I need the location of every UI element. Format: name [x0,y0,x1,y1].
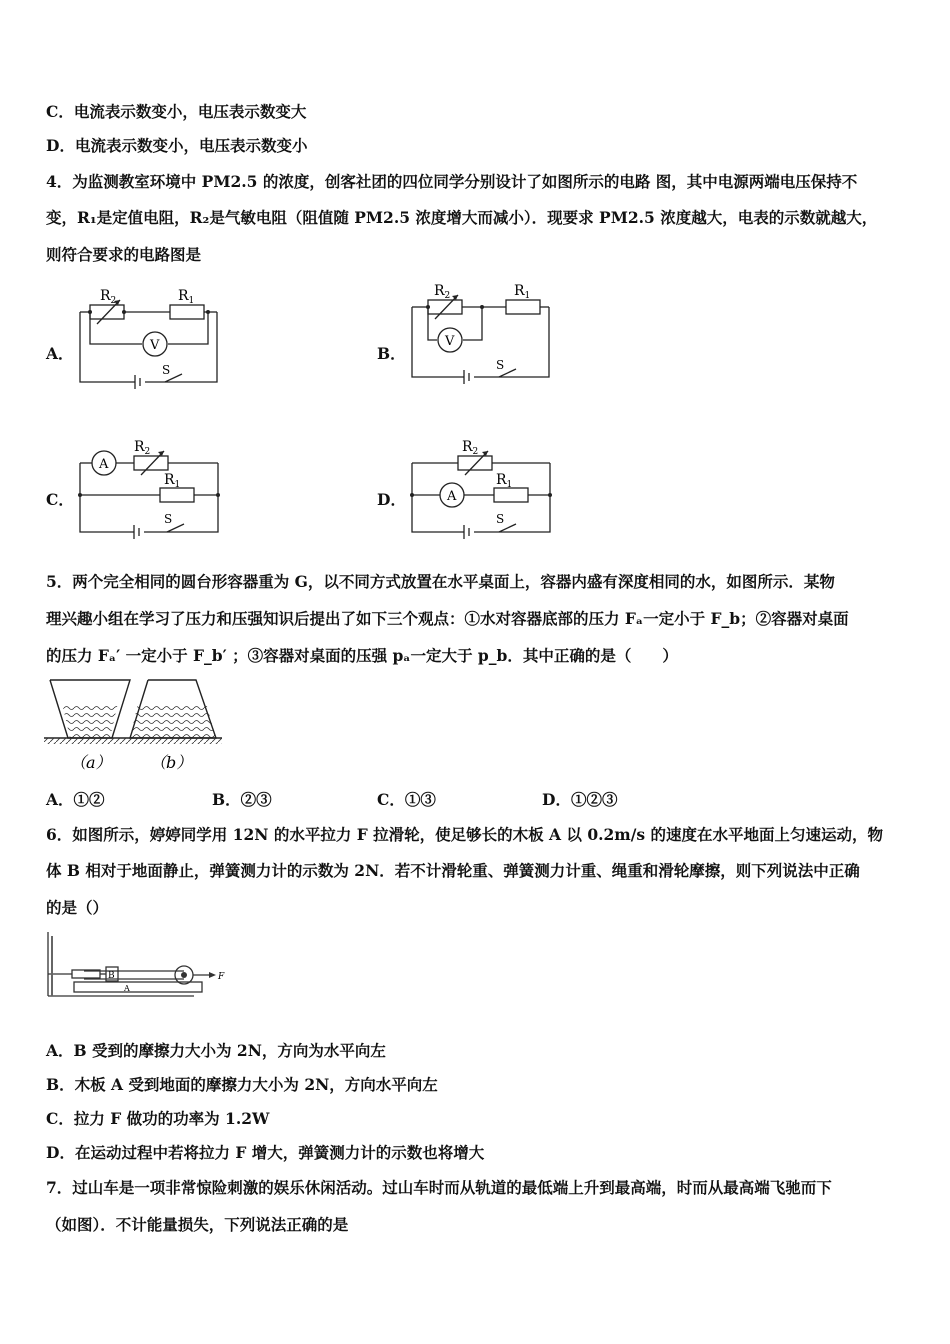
circuit-a-r2-label: $R_2$ [100,288,117,306]
container-b-label: （b） [150,753,193,772]
container-a-label: （a） [70,753,112,772]
circuit-a-voltmeter: V [150,338,160,353]
q3-option-c: C．电流表示数变小，电压表示数变大 [46,102,307,121]
q6-option-c: C．拉力 F 做功的功率为 1.2W [46,1109,270,1128]
pulley-force-label: F [218,972,225,982]
q6-stem-line3: 的是（） [46,898,109,917]
q5-stem-line2: 理兴趣小组在学习了压力和压强知识后提出了如下三个观点：①水对容器底部的压力 Fₐ一定小于 F_b；②容器对桌面 [46,609,849,628]
q4-stem-line1: 4．为监测教室环境中 PM2.5 的浓度，创客社团的四位同学分别设计了如图所示的电路 图，其中电源两端电压保持不 [46,172,858,191]
q5-option-d: D．①②③ [542,790,618,809]
q4-stem-line3: 则符合要求的电路图是 [46,245,202,264]
circuit-d-r1-label: $R_1$ [496,472,513,490]
circuit-d-diagram [404,436,564,540]
q3-option-d: D．电流表示数变小，电压表示数变小 [46,136,308,155]
q4-option-b-label: B． [377,344,406,363]
circuit-a-switch-label: S [162,363,171,377]
q6-option-b: B．木板 A 受到地面的摩擦力大小为 2N，方向水平向左 [46,1075,438,1094]
q5-option-a: A．①② [46,790,105,809]
circuit-a-r1-label: $R_1$ [178,288,195,306]
q4-option-a-label: A． [46,344,74,363]
q6-stem-line1: 6．如图所示，婷婷同学用 12N 的水平拉力 F 拉滑轮，使足够长的木板 A 以 0.2m/s 的速度在水平地面上匀速运动，物 [46,825,883,844]
q5-option-c: C．①③ [377,790,436,809]
circuit-c-diagram [72,436,232,540]
q6-stem-line2: 体 B 相对于地面静止，弹簧测力计的示数为 2N．若不计滑轮重、弹簧测力计重、绳重和滑轮摩擦，则下列说法中正确 [46,861,860,880]
circuit-d-r2-label: $R_2$ [462,439,479,457]
circuit-c-r2-label: $R_2$ [134,439,151,457]
circuit-c-r1-label: $R_1$ [164,472,181,490]
circuit-b-switch-label: S [496,358,505,372]
circuit-b-r2-label: $R_2$ [434,283,451,301]
circuit-b-voltmeter: V [445,334,455,349]
q6-option-d: D．在运动过程中若将拉力 F 增大，弹簧测力计的示数也将增大 [46,1143,485,1162]
q4-stem-line2: 变，R₁是定值电阻，R₂是气敏电阻（阻值随 PM2.5 浓度增大而减小）．现要求 PM2.5 浓度越大，电表的示数就越大， [46,208,878,227]
q5-stem-line3: 的压力 Fₐ′ 一定小于 F_b′ ；③容器对桌面的压强 pₐ一定大于 p_b．其中正确的是（ ） [46,646,678,665]
q4-option-c-label: C． [46,490,74,509]
circuit-c-ammeter: A [99,457,109,472]
circuit-b-diagram [404,280,564,390]
q5-stem-line1: 5．两个完全相同的圆台形容器重为 G，以不同方式放置在水平桌面上，容器内盛有深度相同的水，如图所示．某物 [46,572,835,591]
pulley-block-b-label: B [108,971,115,981]
circuit-a-diagram [70,282,230,392]
pulley-board-a-label: A [124,984,130,993]
circuit-b-r1-label: $R_1$ [514,283,531,301]
pulley-figure [44,930,228,1000]
circuit-d-switch-label: S [496,512,505,526]
q6-option-a: A．B 受到的摩擦力大小为 2N，方向为水平向左 [46,1041,386,1060]
q7-stem-line1: 7．过山车是一项非常惊险刺激的娱乐休闲活动。过山车时而从轨道的最低端上升到最高端，时而从最高端飞驰而下 [46,1178,832,1197]
q5-option-b: B．②③ [212,790,272,809]
q7-stem-line2: （如图）．不计能量损失，下列说法正确的是 [46,1215,349,1234]
containers-figure [44,676,224,774]
circuit-d-ammeter: A [447,489,457,504]
q4-option-d-label: D． [377,490,406,509]
circuit-c-switch-label: S [164,512,173,526]
